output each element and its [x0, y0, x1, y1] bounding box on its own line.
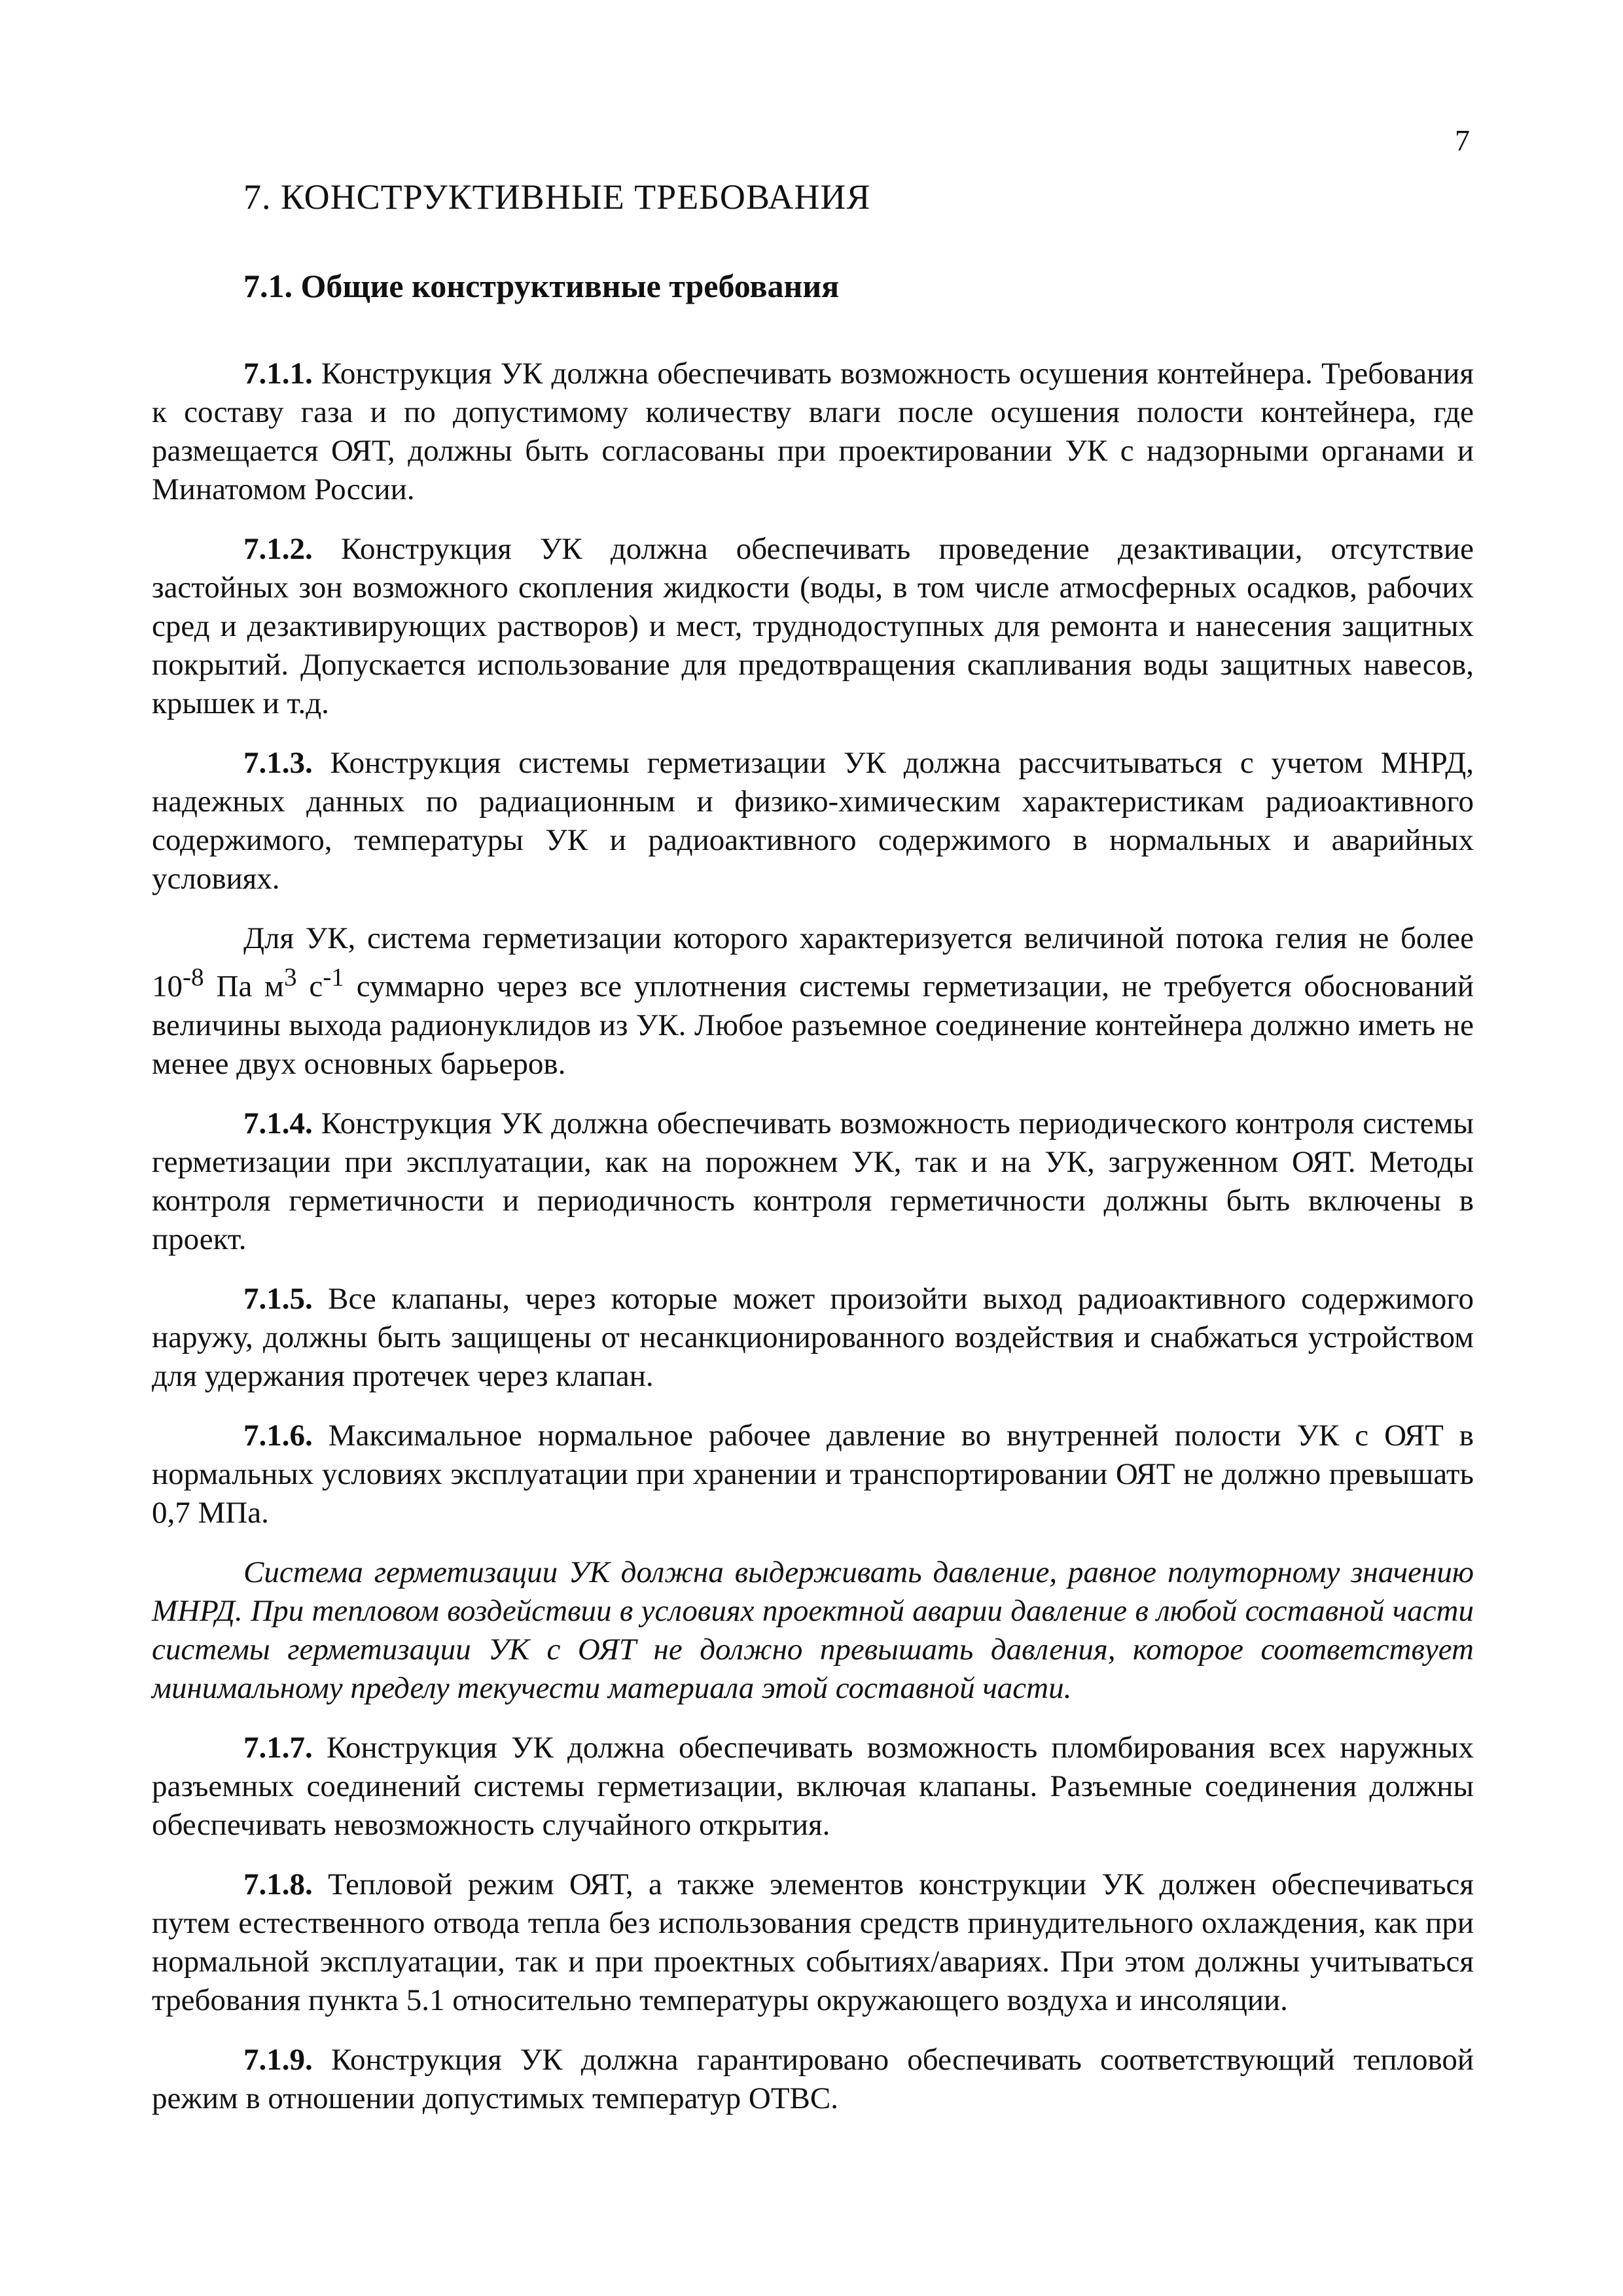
clause-number: 7.1.9.: [243, 2042, 313, 2077]
clause-text: Максимальное нормальное рабочее давление во внутренней полости УК с ОЯТ в нормальных условиях эксплуатации при хранении и транспортировании ОЯТ не должно превышать 0,7 МПа.: [152, 1418, 1474, 1530]
clause-text: Все клапаны, через которые может произойти выход радиоактивного содержимого наружу, должны быть защищены от несанкционированного воздействия и снабжаться устройством для удержания протечек через клапан.: [152, 1281, 1474, 1393]
clause-text: Тепловой режим ОЯТ, а также элементов конструкции УК должен обеспечиваться путем естественного отвода тепла без использования средств принудительного охлаждения, как при нормальной эксплуатации, так и при проектных событиях/авариях. При этом должны учитываться требования пункта 5.1 относительно температуры окружающего воздуха и инсоляции.: [152, 1867, 1474, 2017]
subsection-title: 7.1. Общие конструктивные требования: [243, 268, 840, 304]
clause-number: 7.1.1.: [243, 357, 313, 391]
clause-text: Конструкция УК должна гарантировано обеспечивать соответствующий тепловой режим в отношении допустимых температур ОТВС.: [152, 2042, 1474, 2115]
section-title: 7. КОНСТРУКТИВНЫЕ ТРЕБОВАНИЯ: [243, 177, 871, 217]
helium-text-b: Па м: [204, 969, 284, 1004]
clause-number: 7.1.6.: [243, 1418, 313, 1453]
paragraph-7-1-1: [152, 355, 1474, 509]
clause-number: 7.1.7.: [243, 1730, 313, 1765]
paragraph-7-1-2: [152, 530, 1474, 723]
paragraph-7-1-5: [152, 1280, 1474, 1396]
clause-number: 7.1.3.: [243, 746, 313, 780]
clause-text: Конструкция УК должна обеспечивать возможность осушения контейнера. Требования к составу газа и по допустимому количеству влаги после осушения полости контейнера, где размещается ОЯТ, должны быть согласованы при проектировании УК с надзорными органами и Минатомом России.: [152, 357, 1474, 506]
helium-exponent-1: -8: [183, 963, 204, 991]
helium-exponent-3: -1: [323, 963, 344, 991]
clause-text: Конструкция УК должна обеспечивать возможность периодического контроля системы герметизации при эксплуатации, как на порожнем УК, так и на УК, загруженном ОЯТ. Методы контроля герметичности и периодичность контроля герметичности должны быть включены в проект.: [152, 1106, 1474, 1256]
paragraph-7-1-9: [152, 2041, 1474, 2118]
helium-text-d: суммарно через все уплотнения системы герметизации, не требуется обоснований величины выхода радионуклидов из УК. Любое разъемное соединение контейнера должно иметь не менее двух основных барьеров.: [152, 969, 1474, 1081]
helium-text-a: Для УК, система герметизации которого характеризуется величиной потока гелия не более 10: [152, 921, 1474, 1004]
clause-number: 7.1.4.: [243, 1106, 313, 1140]
clause-number: 7.1.5.: [243, 1281, 313, 1316]
helium-text-c: с: [296, 969, 323, 1004]
clause-text: Конструкция УК должна обеспечивать проведение дезактивации, отсутствие застойных зон возможного скопления жидкости (воды, в том числе атмосферных осадков, рабочих сред и дезактивирующих растворов) и мест, труднодоступных для ремонта и нанесения защитных покрытий. Допускается использование для предотвращения скапливания воды защитных навесов, крышек и т.д.: [152, 532, 1474, 720]
paragraph-helium-flow: [152, 919, 1474, 1084]
clause-text: Конструкция системы герметизации УК должна рассчитываться с учетом МНРД, надежных данных по радиационным и физико-химическим характеристикам радиоактивного содержимого, температуры УК и радиоактивного содержимого в нормальных и аварийных условиях.: [152, 746, 1474, 896]
paragraph-7-1-6: [152, 1417, 1474, 1532]
paragraph-7-1-8: [152, 1865, 1474, 2020]
paragraph-7-1-4: [152, 1104, 1474, 1259]
clause-number: 7.1.8.: [243, 1867, 313, 1901]
paragraph-7-1-3: [152, 744, 1474, 898]
paragraph-7-1-7: [152, 1729, 1474, 1845]
document-body: [152, 177, 1474, 2139]
helium-exponent-2: 3: [283, 963, 297, 991]
paragraph-pressure: Система герметизации УК должна выдерживать давление, равное полуторному значению МНРД. При тепловом воздействии в условиях проектной аварии давление в любой составной части системы герметизации УК с ОЯТ не должно превышать давления, которое соответствует минимальному пределу текучести материала этой составной части.: [152, 1555, 1474, 1705]
clause-number: 7.1.2.: [243, 532, 313, 566]
page-number: 7: [1455, 124, 1470, 157]
clause-text: Конструкция УК должна обеспечивать возможность пломбирования всех наружных разъемных соединений системы герметизации, включая клапаны. Разъемные соединения должны обеспечивать невозможность случайного открытия.: [152, 1730, 1474, 1842]
